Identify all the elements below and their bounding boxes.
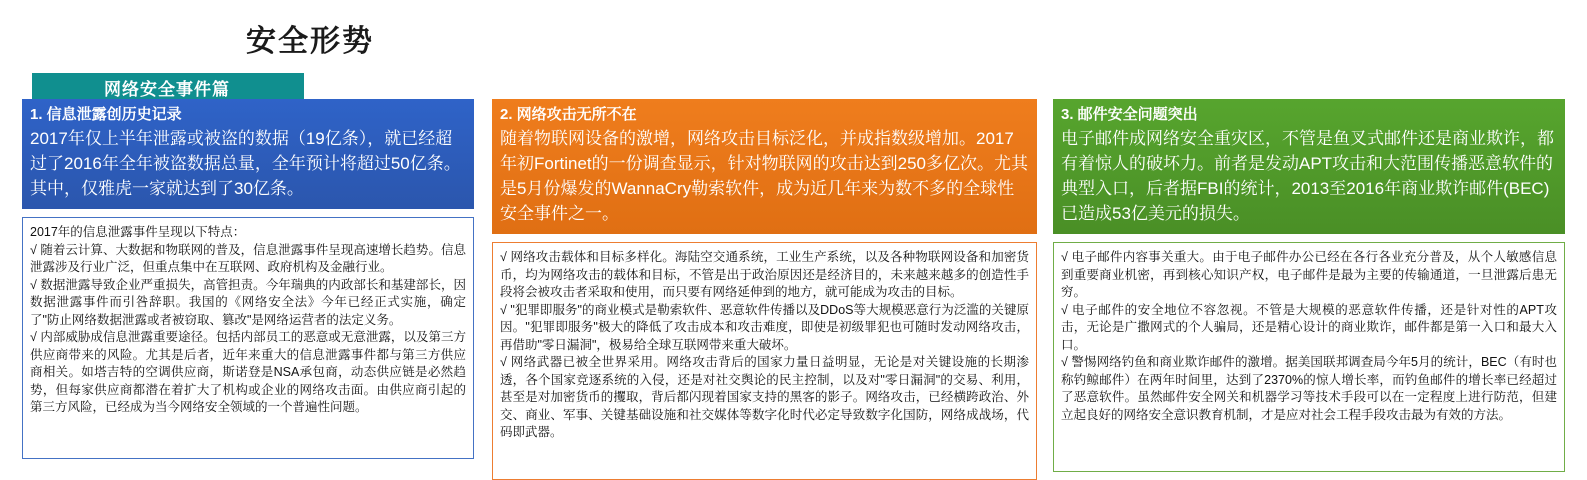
column-1-heading: 1. 信息泄露创历史记录 [30,106,182,123]
column-3-body-text: √ 电子邮件内容事关重大。由于电子邮件办公已经在各行各业充分普及，从个人敏感信息到重要商业机密，再到核心知识产权，电子邮件是最为主要的传输通道，一旦泄露后患无穷。 √ 电子邮件的安全地位不容忽视。不管是大规模的恶意软件传播，还是针对性的APT攻击，无论是广撒网式的个人骗局，还是精心设计的商业欺诈，邮件都是第一入口和最大入口。 √ 警惕网络钓鱼和商业欺诈邮件的激增。据美国联邦调查局今年5月的统计，BEC（有时也称钓鲸邮件）在两年时间里，达到了2370%的惊人增长率，而钓鱼邮件的增长率已经超过了恶意软件。虽然邮件安全网关和机器学习等技术手段可以在一定程度上进行防范，但建立起良好的网络安全意识教育机制，才是应对社会工程手段攻击最为有效的方法。 [1061,250,1557,422]
section-tab-label: 网络安全事件篇 [104,80,230,99]
column-1-body-text: 2017年的信息泄露事件呈现以下特点： √ 随着云计算、大数据和物联网的普及，信息泄露事件呈现高速增长趋势。信息泄露涉及行业广泛，但重点集中在互联网、政府机构及金融行业。 √ 数据泄露导致企业严重损失，高管担责。今年瑞典的内政部长和基建部长，因数据泄露事件而引咎辞职。我国的《网络安全法》今年已经正式实施，确定了"防止网络数据泄露或者被窃取、篡改"是网络运营者的法定义务。 √ 内部威胁成信息泄露重要途径。包括内部员工的恶意或无意泄露，以及第三方供应商带来的风险。尤其是后者，近年来重大的信息泄露事件都与第三方供应商相关。如塔吉特的空调供应商，斯诺登是NSA承包商，动态供应链是必然趋势，但每家供应商都潜在着扩大了机构或企业的网络攻击面。由供应商引起的第三方风险，已经成为当今网络安全领域的一个普遍性问题。 [30,225,466,414]
column-3-body [1053,242,1565,472]
column-1-header [22,99,474,209]
column-3 [1053,99,1565,472]
column-2-summary: 随着物联网设备的激增，网络攻击目标泛化，并成指数级增加。2017年初Fortinet的一份调查显示，针对物联网的攻击达到250多亿次。尤其是5月份爆发的WannaCry勒索软件，成为近几年来为数不多的全球性安全事件之一。 [500,129,1028,223]
column-1-summary: 2017年仅上半年泄露或被盗的数据（19亿条），就已经超过了2016年全年被盗数据总量，全年预计将超过50亿条。其中，仅雅虎一家就达到了30亿条。 [30,129,461,198]
column-2-body [492,242,1037,480]
column-1-body [22,217,474,459]
column-3-summary: 电子邮件成网络安全重灾区，不管是鱼叉式邮件还是商业欺诈，都有着惊人的破坏力。前者是发动APT攻击和大范围传播恶意软件的典型入口，后者据FBI的统计，2013至2016年商业欺诈邮件(BEC)已造成53亿美元的损失。 [1061,129,1554,223]
section-tab [32,73,304,99]
column-2-header [492,99,1037,234]
page-title: 安全形势 [246,25,374,58]
column-3-header [1053,99,1565,234]
column-2-body-text: √ 网络攻击载体和目标多样化。海陆空交通系统，工业生产系统，以及各种物联网设备和加密货币，均为网络攻击的载体和目标，不管是出于政治原因还是经济目的，未来越来越多的创造性手段将会被攻击者采取和使用，而只要有网络延伸到的地方，就可能成为攻击的目标。 √ "犯罪即服务"的商业模式是勒索软件、恶意软件传播以及DDoS等大规模恶意行为泛滥的关键原因。"犯罪即服务"极大的降低了攻击成本和攻击难度，即使是初级罪犯也可随时发动网络攻击，再借助"零日漏洞"，极易给全球互联网带来重大破坏。 √ 网络武器已被全世界采用。网络攻击背后的国家力量日益明显，无论是对关键设施的长期渗透，各个国家竞逐系统的入侵，还是对社交舆论的民主控制，以及对"零日漏洞"的交易、利用，甚至是对加密货币的攫取，背后都闪现着国家支持的黑客的影子。网络攻击，已经横跨政治、外交、商业、军事、关键基础设施和社交媒体等数字化时代必定导致数字化国防，网络成战场，代码即武器。 [500,250,1029,439]
column-1 [22,99,474,459]
column-3-heading: 3. 邮件安全问题突出 [1061,106,1198,123]
column-2 [492,99,1037,480]
column-2-heading: 2. 网络攻击无所不在 [500,106,637,123]
